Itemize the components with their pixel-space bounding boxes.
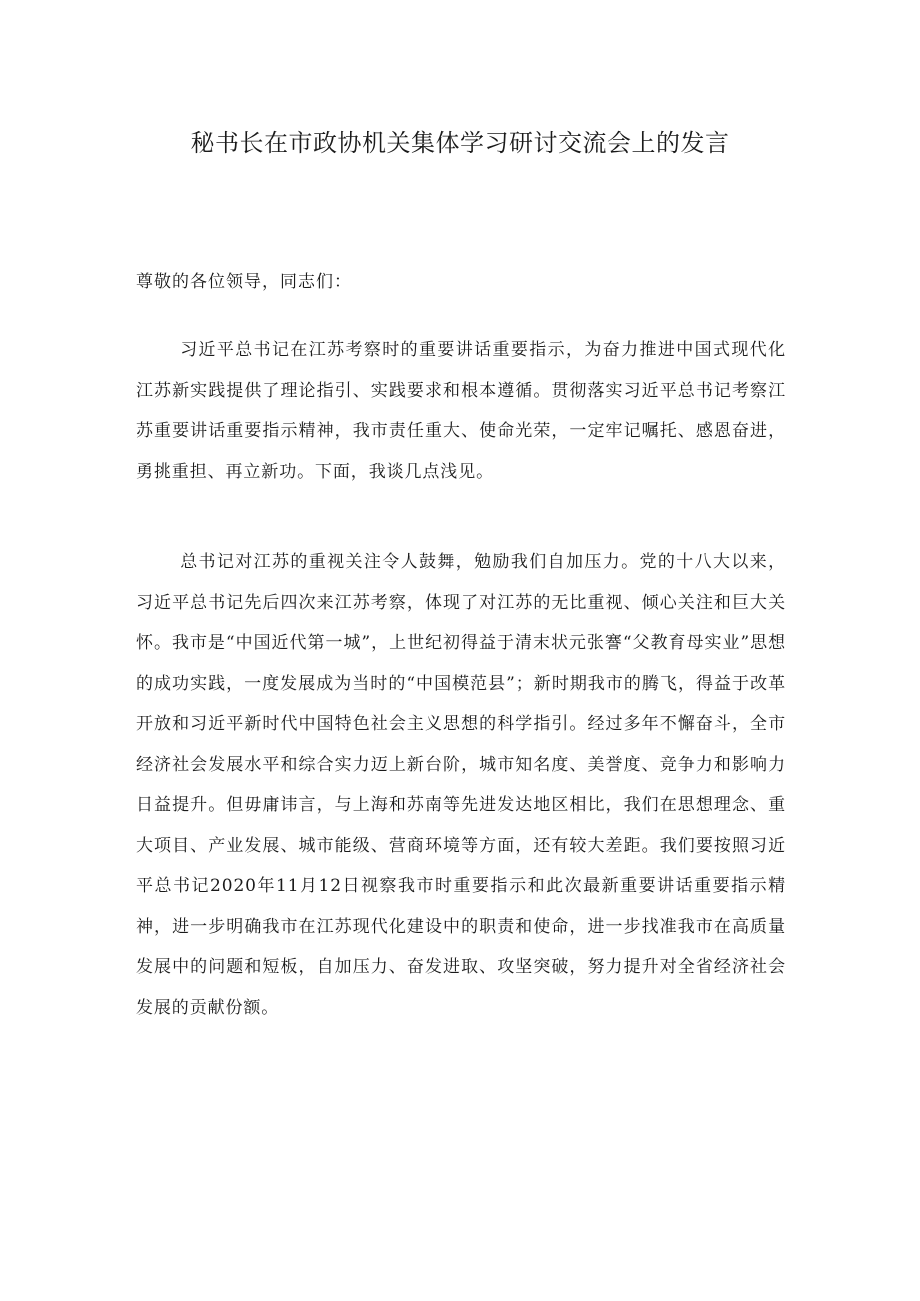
document-title: 秘书长在市政协机关集体学习研讨交流会上的发言	[190, 129, 730, 157]
salutation: 尊敬的各位领导，同志们：	[136, 272, 352, 292]
paragraph-body: 总书记对江苏的重视关注令人鼓舞，勉励我们自加压力。党的十八大以来，习近平总书记先后四次来江苏考察，体现了对江苏的无比重视、倾心关注和巨大关怀。我市是“中国近代第一城”，上世纪初得益于清末状元张謇“父教育母实业”思想的成功实践，一度发展成为当时的“中国模范县”；新时期我市的腾飞，得益于改革开放和习近平新时代中国特色社会主义思想的科学指引。经过多年不懈奋斗，全市经济社会发展水平和综合实力迈上新台阶，城市知名度、美誉度、竞争力和影响力日益提升。但毋庸讳言，与上海和苏南等先进发达地区相比，我们在思想理念、重大项目、产业发展、城市能级、营商环境等方面，还有较大差距。我们要按照习近平总书记2020年11月12日视察我市时重要指示和此次最新重要讲话重要指示精神，进一步明确我市在江苏现代化建设中的职责和使命，进一步找准我市在高质量发展中的问题和短板，自加压力、奋发进取、攻坚突破，努力提升对全省经济社会发展的贡献份额。	[136, 552, 786, 1018]
paragraph-intro: 习近平总书记在江苏考察时的重要讲话重要指示，为奋力推进中国式现代化江苏新实践提供了理论指引、实践要求和根本遵循。贯彻落实习近平总书记考察江苏重要讲话重要指示精神，我市责任重大、使命光荣，一定牢记嘱托、感恩奋进，勇挑重担、再立新功。下面，我谈几点浅见。	[136, 340, 786, 482]
